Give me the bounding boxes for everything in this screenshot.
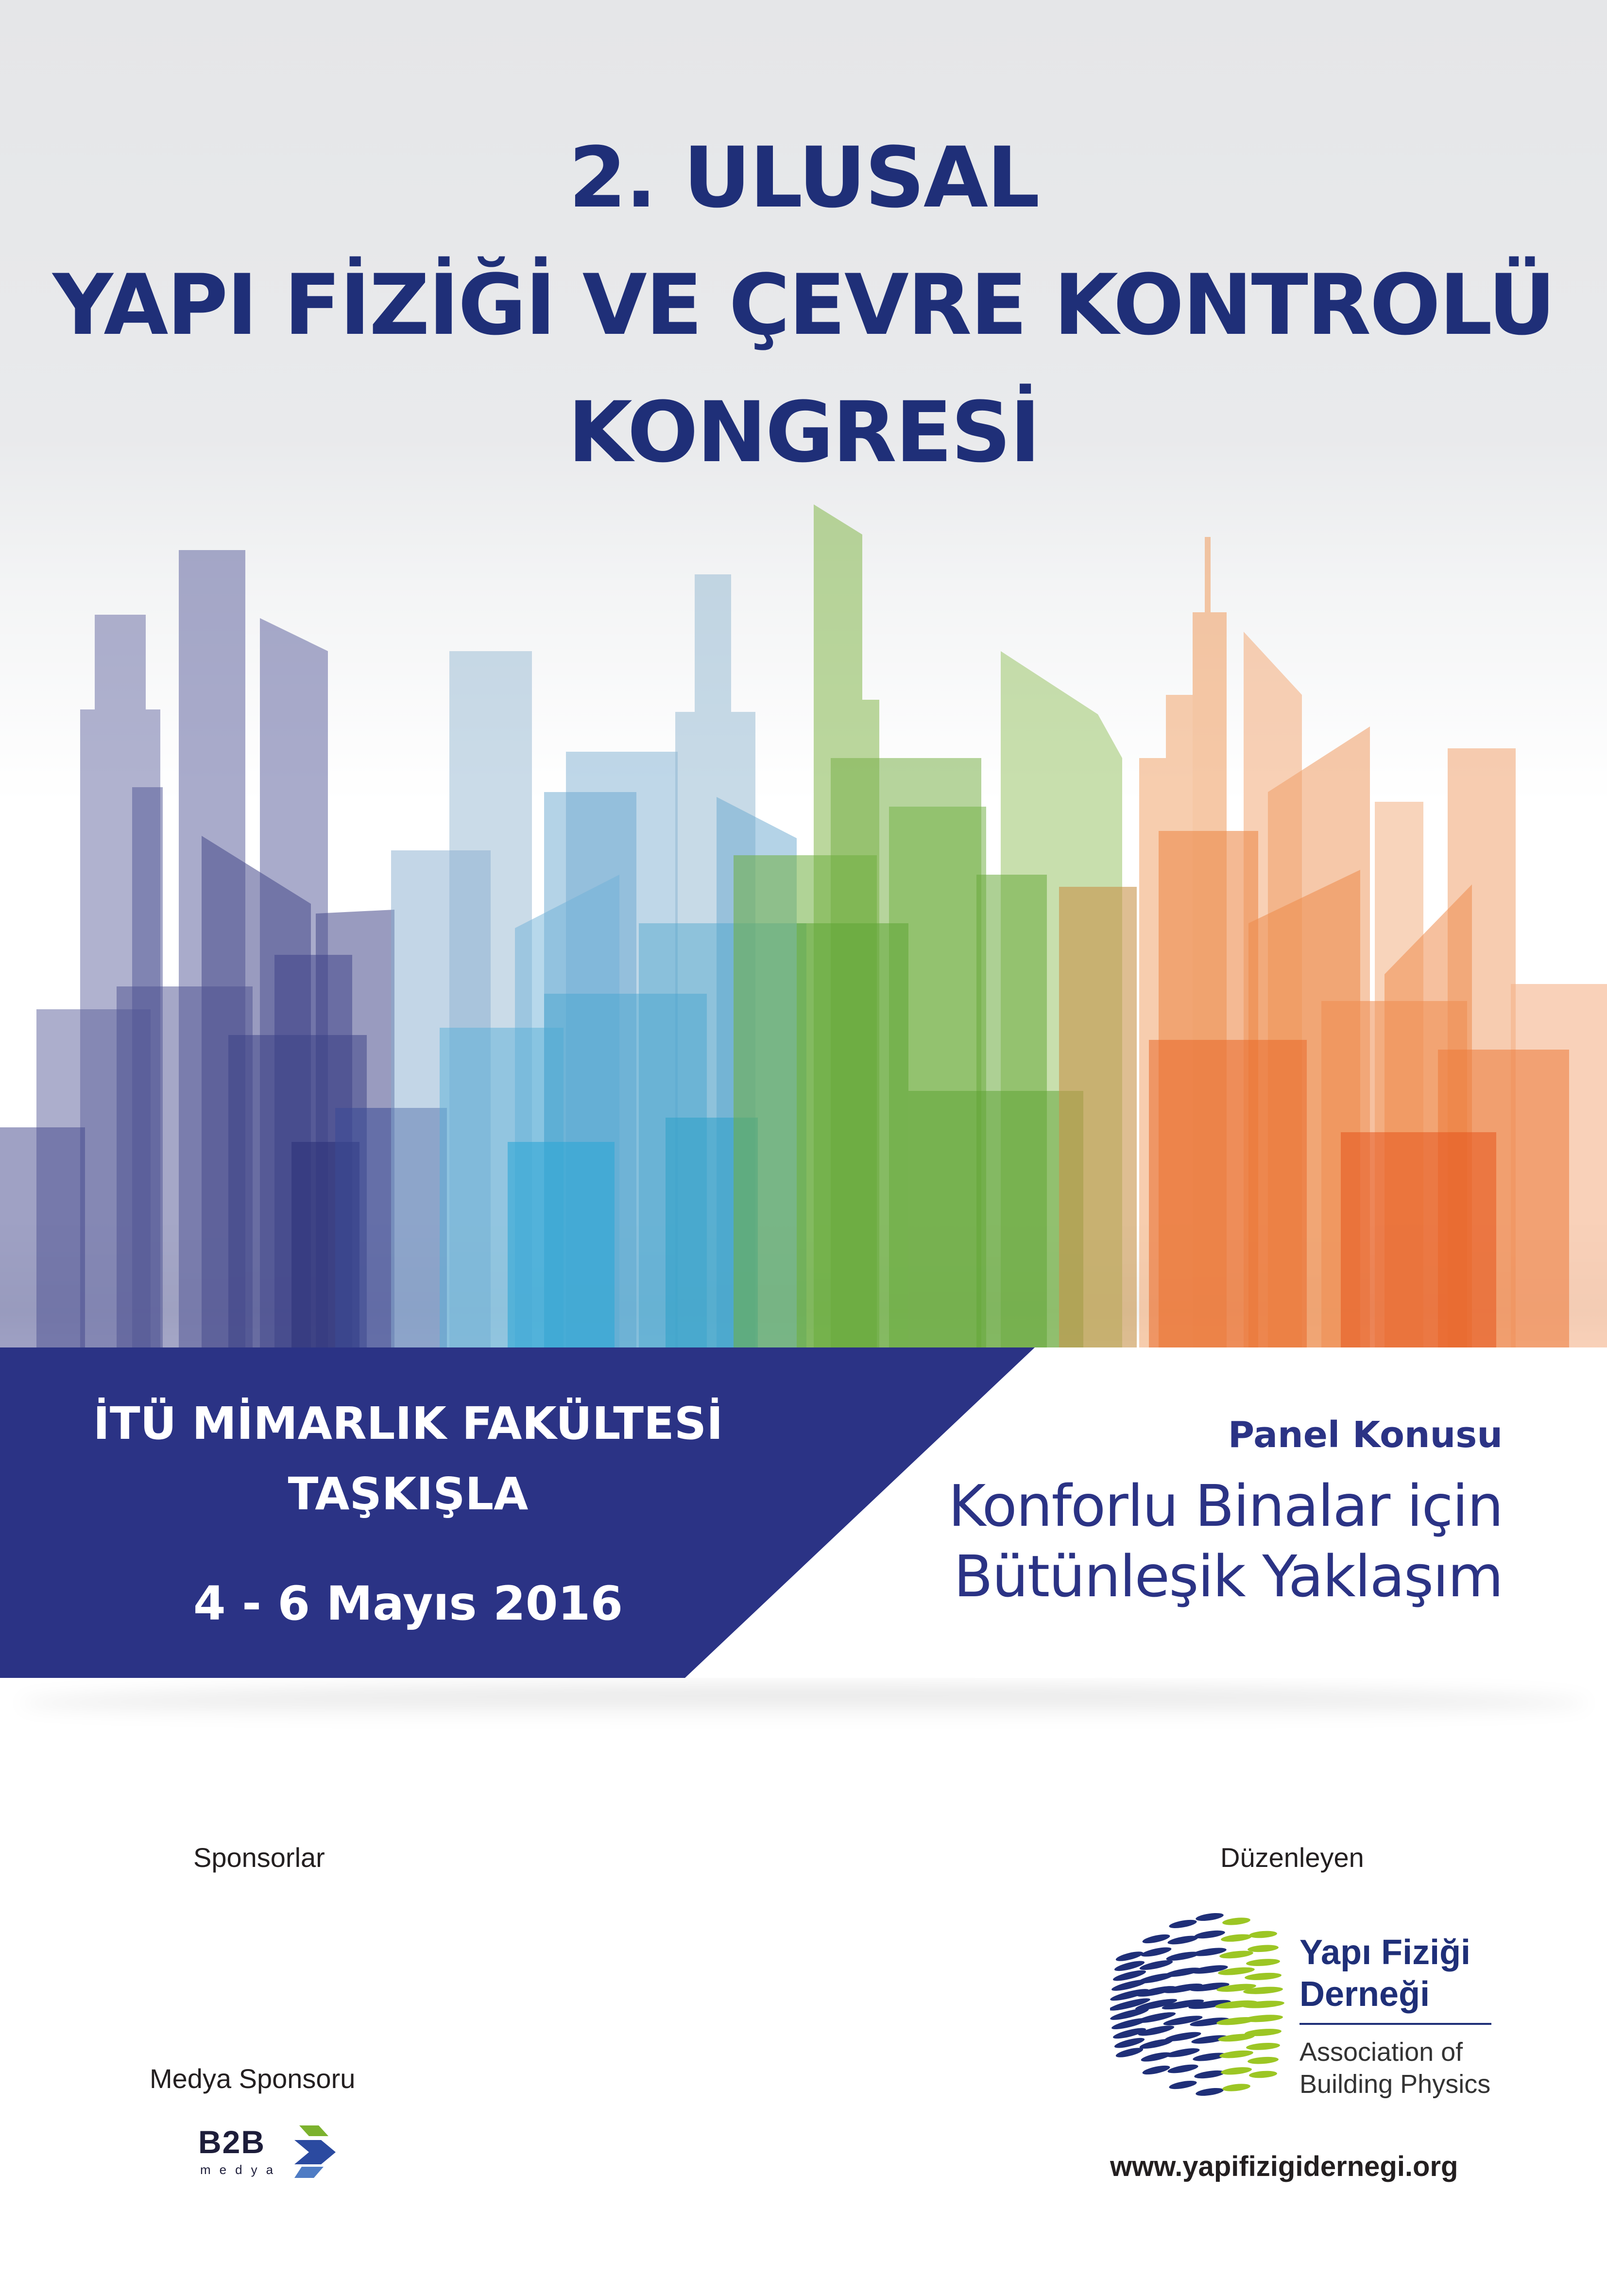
panel-topic-line-1: Konforlu Binalar için — [948, 1472, 1503, 1539]
logo-stripe — [1249, 2070, 1278, 2079]
skyline-purple-group — [0, 550, 447, 1347]
logo-stripe — [1222, 1916, 1250, 1926]
logo-stripe — [1222, 2083, 1250, 2092]
logo-stripe — [1220, 1933, 1252, 1943]
title-line-2: YAPI FİZİĞİ VE ÇEVRE KONTROLÜ — [52, 256, 1555, 354]
logo-stripe — [1140, 2051, 1172, 2064]
logo-stripe — [1219, 2049, 1253, 2059]
organizer-website-link[interactable]: www.yapifizigidernegi.org — [1110, 2151, 1458, 2182]
logo-stripe — [1245, 1972, 1282, 1981]
logo-stripe — [1165, 2046, 1200, 2059]
tower — [908, 1091, 1083, 1347]
logo-stripe — [1248, 1944, 1279, 1953]
sponsors-label: Sponsorlar — [193, 1842, 325, 1873]
b2b-arrow-icon — [294, 2125, 341, 2179]
logo-stripe — [1194, 1929, 1225, 1940]
organizer-name-tr-line-2: Derneği — [1299, 1975, 1430, 2014]
logo-stripe — [1167, 1934, 1198, 1946]
title-line-1: 2. ULUSAL — [568, 129, 1039, 226]
organizer-name-en — [1299, 2036, 1490, 2100]
logo-stripe — [1140, 1945, 1172, 1958]
tower — [508, 1142, 615, 1347]
logo-stripe — [1220, 2066, 1252, 2076]
organizer-label: Düzenleyen — [1220, 1842, 1364, 1873]
logo-stripe — [1168, 1918, 1197, 1930]
logo-stripe — [1195, 1912, 1224, 1922]
organizer-name-en-line-2: Building Physics — [1299, 2070, 1491, 2099]
spiral-stripes-logo — [1110, 1907, 1295, 2102]
organizer-name-tr-line-1: Yapı Fiziği — [1299, 1933, 1471, 1972]
venue-name: İTÜ MİMARLIK FAKÜLTESİ — [93, 1398, 723, 1450]
logo-stripe — [1142, 1933, 1171, 1945]
logo-stripe — [1243, 2014, 1283, 2023]
tower — [1149, 1040, 1307, 1347]
logo-stripe — [1248, 2056, 1279, 2065]
band-shadow — [19, 1686, 1589, 1720]
tower — [1341, 1132, 1496, 1347]
organizer-name-en-line-1: Association of — [1299, 2037, 1463, 2067]
logo-stripe — [1195, 2087, 1224, 2097]
logo-stripe — [1165, 1950, 1200, 1963]
b2b-logo-subtext: medya — [200, 2162, 282, 2177]
logo-stripe — [1194, 2069, 1225, 2080]
b2b-media-logo — [198, 2123, 344, 2182]
skyline-orange-group — [1059, 537, 1607, 1347]
tower — [1059, 887, 1137, 1347]
logo-stripe — [1246, 2042, 1281, 2051]
logo-stripe — [1245, 2028, 1282, 2037]
organizer-name-tr — [1299, 1932, 1470, 2015]
b2b-logo-text: B2B — [198, 2124, 266, 2160]
venue-building: TAŞKIŞLA — [288, 1468, 529, 1520]
congress-title — [0, 114, 1607, 496]
logo-stripe — [1167, 2063, 1198, 2075]
tower — [0, 1127, 85, 1347]
panel-label: Panel Konusu — [1228, 1414, 1503, 1456]
logo-stripe — [1142, 2064, 1171, 2076]
organizer-divider — [1299, 2023, 1491, 2025]
logo-stripe — [1168, 2079, 1197, 2091]
panel-topic-line-2: Bütünleşik Yaklaşım — [954, 1543, 1503, 1610]
media-sponsor-label: Medya Sponsoru — [150, 2063, 356, 2094]
logo-stripe — [1246, 1958, 1281, 1967]
tower — [797, 923, 908, 1347]
city-skyline-illustration — [0, 486, 1607, 1351]
event-dates: 4 - 6 Mayıs 2016 — [193, 1576, 623, 1631]
title-line-3: KONGRESİ — [567, 383, 1040, 481]
logo-stripe — [1249, 1930, 1278, 1939]
